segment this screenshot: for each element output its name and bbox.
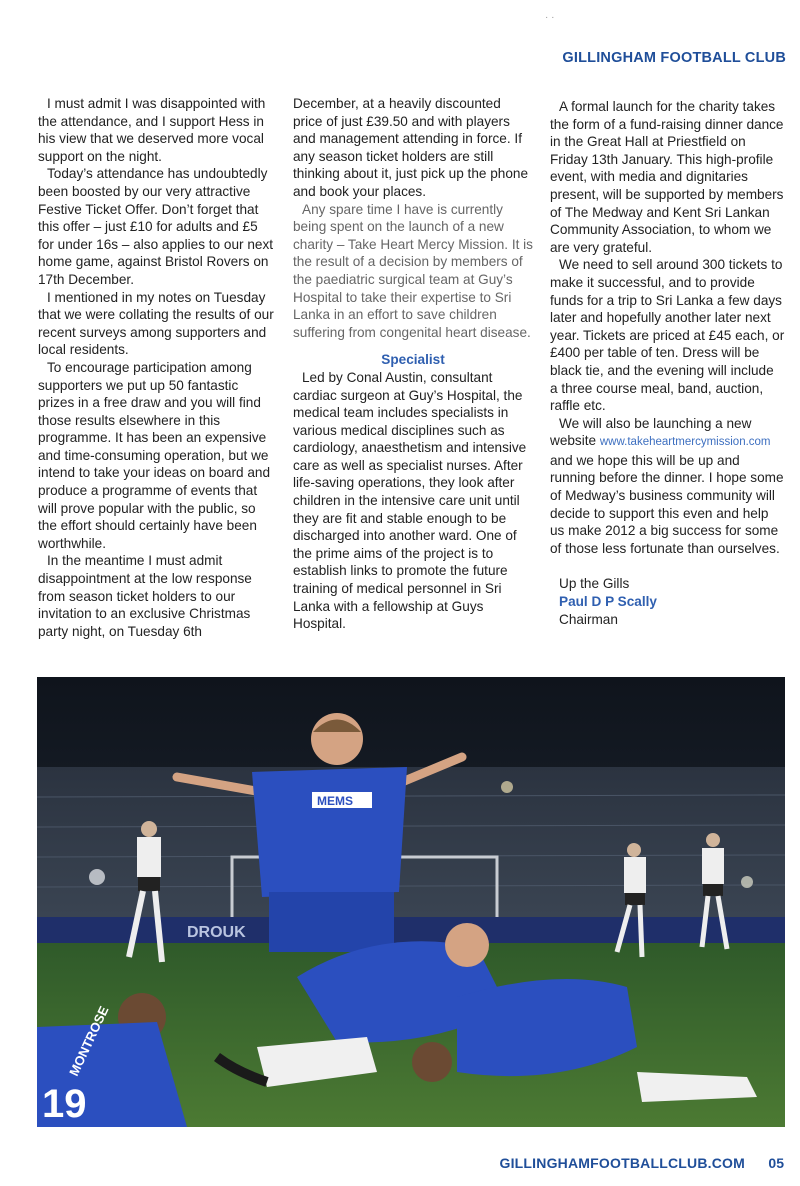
ad-board-text: DROUK <box>187 924 246 941</box>
signoff-name: Paul D P Scally <box>559 594 657 610</box>
floodlight-glow <box>501 781 513 793</box>
player-number-on-shirt: 19 <box>42 1082 87 1126</box>
shirt-sponsor-text: MEMS <box>317 794 353 808</box>
website-lead-text: We will also be launching a new website <box>550 415 752 449</box>
paragraph-website <box>550 415 785 558</box>
paragraph: Today’s attendance has undoubtedly been boosted by our very attractive Festive Ticket Offer. Don’t forget that this offer – just £10 for adults and £5 for under 16s – also applies to our next home game, against Bristol Rovers on 17th December. <box>38 166 274 287</box>
article-column-3 <box>550 98 785 628</box>
paragraph: In the meantime I must admit disappointment at the low response from season ticket holders to our invitation to an exclusive Christmas party night, on Tuesday 6th <box>38 553 252 639</box>
article-column-2 <box>293 95 533 633</box>
paragraph: Led by Conal Austin, consultant cardiac surgeon at Guy’s Hospital, the medical team includes specialists in various medical disciplines such as cardiology, anaesthetism and intensive care as well as specialist nurses. After life-saving operations, they look after children in the intensive care unit until they are fit and stable enough to be discharged into another ward. One of the prime aims of the project is to establish links to promote the future training of medical personnel in Sri Lanka with a fellowship at Guys Hospital. <box>293 369 527 632</box>
paragraph: I must admit I was disappointed with the attendance, and I support Hess in his view that we deserved more vocal support on the night. <box>38 96 266 164</box>
ad-board <box>37 917 785 945</box>
website-trail-text: and we hope this will be up and running before the dinner. I hope some of Medway’s business community will decide to support this even and help us make 2012 a big success for some of those less fortunate than ourselves. <box>550 452 784 556</box>
paragraph: A formal launch for the charity takes the form of a fund-raising dinner dance in the Great Hall at Priestfield on Friday 13th January. This high-profile event, with media and dignitaries present, will be supported by members of The Medway and Kent Sri Lankan Community Association, to whom we are very grateful. <box>550 99 784 255</box>
player-name-on-shirt: MONTROSE <box>66 1003 112 1079</box>
signoff-closing: Up the Gills <box>559 576 630 592</box>
page-number: 05 <box>768 1155 784 1171</box>
signoff-title: Chairman <box>559 611 618 627</box>
print-speck: · · <box>545 12 555 23</box>
paragraph-continuation: December, at a heavily discounted price of just £39.50 and with players and management attending in force. If any season ticket holders are still thinking about it, just pick up the phone and book your places. <box>293 96 529 199</box>
floodlight-glow <box>741 876 753 888</box>
match-celebration-photo <box>37 677 785 1127</box>
signoff <box>550 575 785 628</box>
article-column-1 <box>38 95 276 640</box>
header-club-name: GILLINGHAM FOOTBALL CLUB <box>562 50 786 66</box>
paragraph: We need to sell around 300 tickets to make it successful, and to provide funds for a trip to Sri Lanka a few days later and hopefully another later next year. Tickets are priced at £45 each, or £400 per table of ten. Dress will be black tie, and the evening will include a three course meal, band, auction, raffle etc. <box>550 257 785 414</box>
paragraph: Any spare time I have is currently being spent on the launch of a new charity – Take Heart Mercy Mission. It is the result of a decision by members of the paediatric surgical team at Guy’s Hospital to take their expertise to Sri Lanka in an effort to save children suffering from congenital heart disease. <box>293 201 533 340</box>
paragraph: To encourage participation among supporters we put up 50 fantastic prizes in a free draw and you will find those results elsewhere in this programme. It has been an expensive and time-consuming operation, but we intend to take your ideas on board and produce a programme of events that will prove popular with the public, so the effort should certainly have been worthwhile. <box>38 359 271 551</box>
paragraph: I mentioned in my notes on Tuesday that we were collating the results of our recent surveys among supporters and local residents. <box>38 289 274 358</box>
photo-illustration <box>37 677 785 1127</box>
website-link[interactable]: www.takeheartmercymission.com <box>599 436 771 449</box>
footer-website-url[interactable]: GILLINGHAMFOOTBALLCLUB.COM <box>499 1155 745 1171</box>
subheading-specialist: Specialist <box>381 352 445 368</box>
floodlight-glow <box>89 869 105 885</box>
